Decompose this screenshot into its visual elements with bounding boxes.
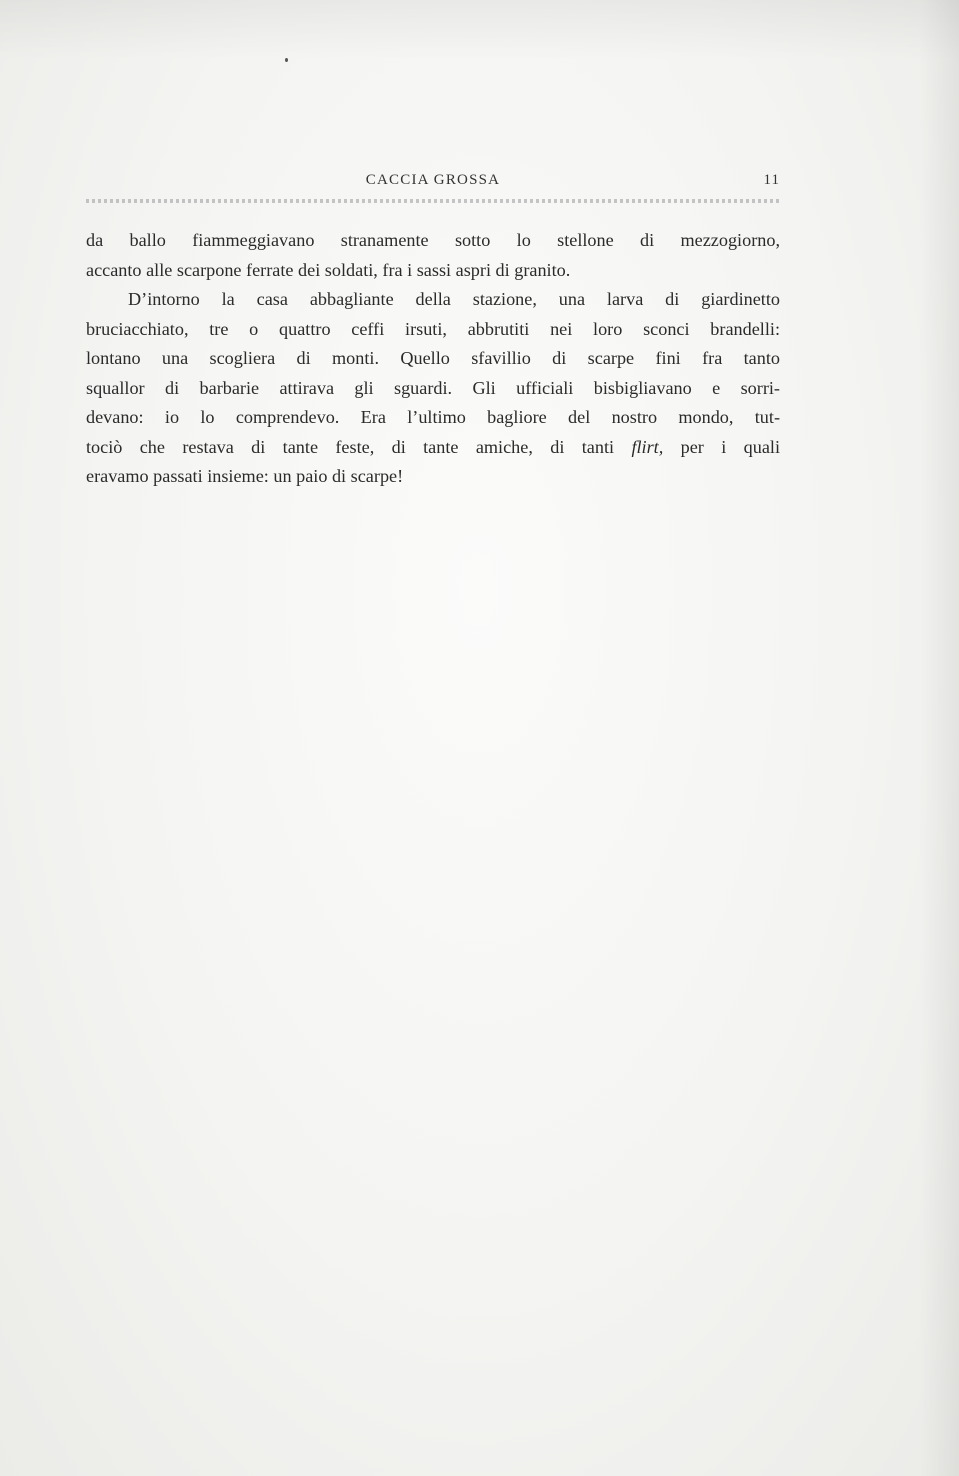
text-segment: per i quali [663, 436, 780, 457]
top-shadow [0, 0, 959, 60]
ink-speck [285, 58, 288, 62]
italic-word: flirt, [631, 436, 664, 457]
text-line [86, 433, 780, 463]
text-line: da ballo fiammeggiavano stranamente sotto lo stellone di mezzogiorno, [86, 230, 780, 250]
right-shadow [919, 0, 959, 1476]
text-line: lontano una scogliera di monti. Quello sfavillio di scarpe fini fra tanto [86, 348, 780, 368]
body-text [86, 226, 780, 492]
header-rule [86, 199, 780, 203]
text-line: eravamo passati insieme: un paio di scarpe! [86, 466, 404, 486]
text-line: bruciacchiato, tre o quattro ceffi irsuti, abbrutiti nei loro sconci brandelli: [86, 318, 780, 339]
text-line: devano: io lo comprendevo. Era l’ultimo bagliore del nostro mondo, tut- [86, 407, 780, 427]
text-line: squallor di barbarie attirava gli sguardi. Gli ufficiali bisbigliavano e sorri- [86, 377, 780, 398]
page-number: 11 [763, 172, 780, 188]
running-head [86, 172, 780, 196]
text-segment: tociò che restava di tante feste, di tante amiche, di tanti [86, 436, 632, 457]
text-line: accanto alle scarpone ferrate dei soldati, fra i sassi aspri di granito. [86, 259, 571, 280]
text-line: D’intorno la casa abbagliante della stazione, una larva di giardinetto [128, 289, 780, 309]
running-title: CACCIA GROSSA [365, 172, 501, 188]
